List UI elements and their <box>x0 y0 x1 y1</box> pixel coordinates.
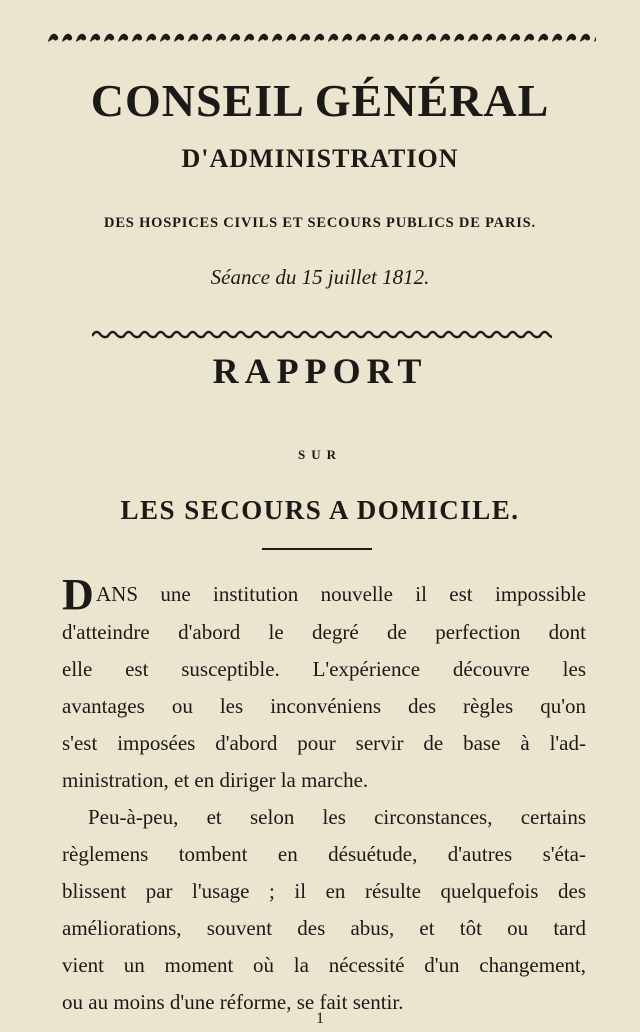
body-line-first: ANS une institution nouvelle il est impossible <box>96 582 586 606</box>
report-heading: RAPPORT <box>212 351 428 391</box>
body-line: règlemens tombent en désuétude, d'autres s'éta- <box>62 842 586 866</box>
body-line: ministration, et en diriger la marche. <box>62 768 369 792</box>
body-line: Peu-à-peu, et selon les circonstances, certains <box>88 805 586 829</box>
section-rule <box>262 548 372 550</box>
report-preposition: SUR <box>297 447 342 462</box>
body-line: blissent par l'usage ; il en résulte quelquefois des <box>62 879 586 903</box>
session-date: Séance du 15 juillet 1812. <box>210 265 430 289</box>
body-line: ou au moins d'une réforme, se fait sentir. <box>62 990 404 1014</box>
body-line: d'atteindre d'abord le degré de perfection dont <box>62 620 586 644</box>
body-line: s'est imposées d'abord pour servir de base à l'ad- <box>62 731 586 755</box>
ornament-band-icon <box>44 28 596 48</box>
ornamental-border-top <box>44 28 596 48</box>
ornamental-divider <box>92 326 552 340</box>
drop-cap: D <box>62 570 94 619</box>
administration-subtitle: D'ADMINISTRATION <box>181 144 459 173</box>
body-line: avantages ou les inconvéniens des règles qu'on <box>62 694 586 718</box>
council-title: CONSEIL GÉNÉRAL <box>90 75 550 126</box>
wave-ornament-icon <box>92 327 552 340</box>
page-number: 1 <box>316 1010 324 1027</box>
report-topic: LES SECOURS A DOMICILE. <box>120 495 520 525</box>
institution-line: DES HOSPICES CIVILS ET SECOURS PUBLICS DE PARIS. <box>104 215 536 231</box>
body-line: améliorations, souvent des abus, et tôt ou tard <box>62 916 586 940</box>
body-line: vient un moment où la nécessité d'un changement, <box>62 953 586 977</box>
body-line: elle est susceptible. L'expérience découvre les <box>62 657 586 681</box>
